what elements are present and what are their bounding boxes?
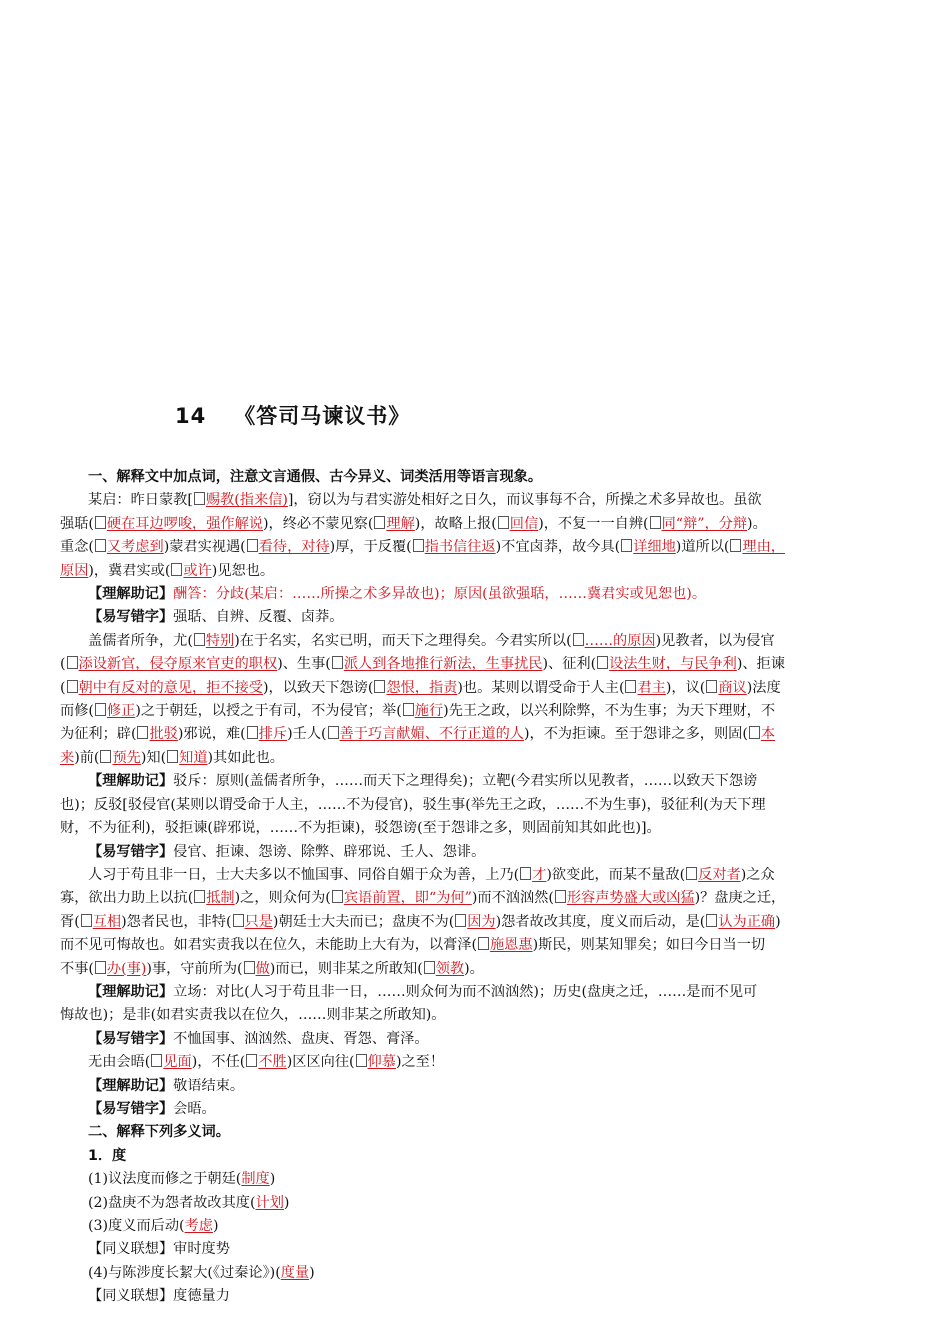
answer-text: 宾语前置，即“为何” <box>343 890 472 907</box>
source-text: )在于名实，名实已明，而天下之理得矣。今君实所以( <box>234 632 572 649</box>
answer-text: 才 <box>532 866 547 883</box>
source-text: ) <box>775 913 781 930</box>
source-text: 不事( <box>60 960 94 977</box>
source-text: )之于朝廷，以授之于有司，不为侵官；举( <box>135 703 402 720</box>
answer-text: 不胜 <box>258 1054 287 1071</box>
placeholder-box-icon <box>413 539 424 552</box>
paragraph-3 <box>60 864 893 981</box>
synonym-association-2: 【同义联想】度德量力 <box>88 1288 230 1305</box>
source-text: )怨者民也，非特( <box>121 913 232 930</box>
polysemy-item-3: (3)度义而后动(考虑) <box>88 1218 219 1234</box>
text-line <box>60 489 893 512</box>
placeholder-box-icon <box>95 516 106 529</box>
placeholder-box-icon <box>151 1054 162 1067</box>
placeholder-box-icon <box>520 867 531 880</box>
placeholder-box-icon <box>650 516 661 529</box>
lesson-number: 14 <box>175 404 207 428</box>
source-text: ]，窃以为与君实游处相好之日久，而议事每不合，所操之术多异故也。虽欲 <box>287 492 762 509</box>
text-line <box>60 700 893 723</box>
placeholder-box-icon <box>233 914 244 927</box>
source-text: )而已，则非某之所敢知( <box>269 960 423 977</box>
error-chars-1: 【易写错字】强聒、自辨、反覆、卤莽。 <box>88 609 344 626</box>
placeholder-box-icon <box>573 633 584 646</box>
error-chars-4: 【易写错字】会晤。 <box>88 1100 216 1117</box>
source-text: )厚，于反覆( <box>329 539 412 556</box>
placeholder-box-icon <box>332 656 343 669</box>
synonym-association-1: 【同义联想】审时度势 <box>88 1241 230 1258</box>
text-line <box>60 536 893 559</box>
answer-text: 施恩惠 <box>489 937 533 954</box>
answer-text: 理由， <box>742 539 785 556</box>
placeholder-box-icon <box>621 539 632 552</box>
placeholder-box-icon <box>625 680 636 693</box>
placeholder-box-icon <box>167 750 178 763</box>
answer-text: 见面 <box>163 1054 192 1071</box>
source-text: ( <box>60 656 66 673</box>
placeholder-box-icon <box>374 680 385 693</box>
placeholder-box-icon <box>95 703 106 716</box>
page-title <box>175 400 410 430</box>
placeholder-box-icon <box>403 703 414 716</box>
answer-text: 领教 <box>435 960 465 977</box>
placeholder-box-icon <box>555 890 566 903</box>
placeholder-box-icon <box>706 914 717 927</box>
source-text: 无由会晤( <box>88 1054 151 1071</box>
placeholder-box-icon <box>706 680 717 693</box>
source-text: )，以致天下怨谤( <box>263 679 374 696</box>
source-text: )壬人( <box>287 726 327 743</box>
text-line <box>60 723 893 746</box>
source-text: )知( <box>140 749 167 766</box>
answer-text: 同“辩”，分辩 <box>661 515 748 532</box>
section-2-heading: 二、解释下列多义词。 <box>88 1124 230 1141</box>
source-text: )之，则众何为( <box>234 890 331 907</box>
note-4: 【理解助记】敬语结束。 <box>88 1077 245 1094</box>
answer-text: 形容声势盛大或凶猛 <box>566 890 695 907</box>
answer-text: 本 <box>760 726 776 743</box>
source-text: )，冀君实或( <box>88 562 171 579</box>
document-body <box>60 466 893 1309</box>
source-text: )、拒谏 <box>736 656 785 673</box>
answer-text: 知道 <box>179 749 208 766</box>
answer-text: 互相 <box>92 913 122 930</box>
source-text: )，不为拒谏。至于怨诽之多，则固( <box>524 726 748 743</box>
polysemy-word: 1．度 <box>88 1147 127 1164</box>
error-chars-3: 【易写错字】不恤国事、汹汹然、盘庚、胥怨、膏泽。 <box>88 1030 429 1047</box>
placeholder-box-icon <box>332 890 343 903</box>
placeholder-box-icon <box>95 539 106 552</box>
placeholder-box-icon <box>424 961 435 974</box>
polysemy-item-4: (4)与陈涉度长絜大(《过秦论》)(度量) <box>88 1264 315 1281</box>
source-text: )。 <box>747 515 767 532</box>
answer-text: 原因 <box>60 562 89 579</box>
placeholder-box-icon <box>194 890 205 903</box>
source-text: )、生事( <box>277 656 331 673</box>
answer-text: 只是 <box>244 913 273 930</box>
placeholder-box-icon <box>730 539 741 552</box>
source-text: )邪说，难( <box>177 726 246 743</box>
source-text: )也。某则以谓受命于人主( <box>457 679 625 696</box>
placeholder-box-icon <box>749 726 760 739</box>
source-text: )见恕也。 <box>211 562 275 579</box>
answer-text: 指书信往返 <box>424 539 496 556</box>
placeholder-box-icon <box>194 492 205 505</box>
text-line <box>60 864 893 887</box>
source-text: 重念( <box>60 539 94 556</box>
placeholder-box-icon <box>478 937 489 950</box>
source-text: )不宜卤莽，故今具( <box>495 539 621 556</box>
answer-text: 修正 <box>106 703 136 720</box>
source-text: )，不复一一自辨( <box>538 515 649 532</box>
answer-text: 做 <box>255 960 270 977</box>
text-line <box>60 1051 893 1074</box>
source-text: )之至！ <box>395 1054 445 1071</box>
answer-text: 又考虑到 <box>106 539 164 556</box>
answer-text: 设法生财，与民争利 <box>609 656 737 673</box>
placeholder-box-icon <box>81 914 92 927</box>
source-text: )、征利( <box>542 656 597 673</box>
answer-text: 施行 <box>414 703 444 720</box>
text-line <box>60 560 893 583</box>
answer-text: 硬在耳边啰唆，强作解说 <box>106 515 263 532</box>
text-line <box>60 677 893 700</box>
source-text: )，不任( <box>191 1054 246 1071</box>
source-text: )法度 <box>746 679 781 696</box>
placeholder-box-icon <box>498 516 509 529</box>
source-text: )。 <box>464 960 484 977</box>
answer-text: 详细地 <box>633 539 676 556</box>
answer-text: 办(事) <box>106 960 147 977</box>
placeholder-box-icon <box>95 961 106 974</box>
note-2-line-3: 财，不为征利)，驳拒谏(辟邪说，……不为拒谏)，驳怨谤(至于怨诽之多，则固前知其如此也)]。 <box>60 820 661 837</box>
source-text: 盖儒者所争，尤( <box>88 632 193 649</box>
source-text: )之众 <box>740 866 775 883</box>
source-text: )区区向往( <box>286 1054 355 1071</box>
answer-text: 因为 <box>467 913 496 930</box>
text-line <box>60 513 893 536</box>
source-text: 人习于苟且非一日，士大夫多以不恤国事、同俗自媚于众为善，上乃( <box>88 866 520 883</box>
text-line <box>60 934 893 957</box>
source-text: )怨者故改其度，度义而后动，是( <box>495 913 706 930</box>
placeholder-box-icon <box>247 726 258 739</box>
answer-text: 赐教(指来信) <box>205 492 288 509</box>
placeholder-box-icon <box>67 656 78 669</box>
answer-text: 朝中有反对的意见，拒不接受 <box>78 679 263 696</box>
source-text: )朝廷士大夫而已；盘庚不为( <box>272 913 455 930</box>
source-text: ( <box>60 679 66 696</box>
source-text: )见教者，以为侵官 <box>655 632 775 649</box>
answer-text: 回信 <box>509 515 539 532</box>
section-1-heading: 一、解释文中加点词，注意文言通假、古今异义、词类活用等语言现象。 <box>88 469 543 485</box>
answer-text: 批驳 <box>149 726 178 743</box>
answer-text: 派人到各地推行新法，生事扰民 <box>343 656 543 673</box>
answer-text: 君主 <box>637 679 666 696</box>
answer-text: 添设新官，侵夺原来官吏的职权 <box>78 656 278 673</box>
source-text: 强聒( <box>60 515 94 532</box>
paragraph-4 <box>60 1051 893 1074</box>
note-1: 【理解助记】酬答：分歧(某启：……所操之术多异故也)；原因(虽欲强聒，……冀君实或见恕也)。 <box>88 586 707 603</box>
source-text: 寡，欲出力助上以抗( <box>60 890 194 907</box>
answer-text: 或许 <box>183 562 212 579</box>
answer-text: 预先 <box>112 749 141 766</box>
polysemy-item-1: (1)议法度而修之于朝廷(制度) <box>88 1171 276 1188</box>
note-2-line-1: 【理解助记】驳斥：原则(盖儒者所争，……而天下之理得矣)；立靶(今君实所以见教者，……以致天下怨谤 <box>88 773 758 790</box>
answer-text: 商议 <box>718 679 747 696</box>
answer-text: 理解 <box>386 515 415 532</box>
placeholder-box-icon <box>244 961 255 974</box>
placeholder-box-icon <box>328 726 339 739</box>
text-line <box>60 653 893 676</box>
source-text: )其如此也。 <box>207 749 284 766</box>
answer-text: 反对者 <box>698 866 741 883</box>
source-text: 而不见可悔故也。如君实责我以在位久，未能助上大有为，以膏泽( <box>60 937 477 954</box>
placeholder-box-icon <box>374 516 385 529</box>
answer-text: ……的原因 <box>584 632 656 649</box>
placeholder-box-icon <box>247 539 258 552</box>
placeholder-box-icon <box>137 726 148 739</box>
polysemy-item-2: (2)盘庚不为怨者故改其度(计划) <box>88 1194 290 1211</box>
source-text: )欲变此，而某不量敌( <box>546 866 686 883</box>
placeholder-box-icon <box>67 680 78 693</box>
source-text: 某启：昨日蒙教[ <box>88 492 193 509</box>
note-2-line-2: 也)；反驳[驳侵官(某则以谓受命于人主，……不为侵官)，驳生事(举先王之政，……不为生事)，驳征利(为天下理 <box>60 796 766 813</box>
source-text: )事，守前所为( <box>146 960 243 977</box>
source-text: )而不汹汹然( <box>471 890 554 907</box>
answer-text: 特别 <box>205 632 235 649</box>
placeholder-box-icon <box>194 633 205 646</box>
placeholder-box-icon <box>455 914 466 927</box>
answer-text: 认为正确 <box>718 913 776 930</box>
placeholder-box-icon <box>356 1054 367 1067</box>
answer-text: 仰慕 <box>367 1054 396 1071</box>
source-text: )，终必不蒙见察( <box>263 515 374 532</box>
text-line <box>60 958 893 981</box>
paragraph-1 <box>60 489 893 583</box>
source-text: )道所以( <box>675 539 730 556</box>
answer-text: 排斥 <box>258 726 288 743</box>
answer-text: 善于巧言献媚、不行正道的人 <box>339 726 524 743</box>
source-text: 而修( <box>60 703 94 720</box>
source-text: )先王之政，以兴利除弊，不为生事；为天下理财，不 <box>443 703 776 720</box>
answer-text: 看待，对待 <box>258 539 330 556</box>
source-text: )前( <box>74 749 100 766</box>
source-text: )，议( <box>665 679 706 696</box>
source-text: )蒙君实视遇( <box>163 539 246 556</box>
answer-text: 怨恨，指责 <box>386 679 458 696</box>
text-line <box>60 747 893 770</box>
answer-text: 抵制 <box>206 890 235 907</box>
placeholder-box-icon <box>686 867 697 880</box>
text-line <box>60 887 893 910</box>
source-text: 胥( <box>60 913 80 930</box>
error-chars-2: 【易写错字】侵官、拒谏、怨谤、除弊、辟邪说、壬人、怨诽。 <box>88 843 486 860</box>
text-line <box>60 911 893 934</box>
note-3-line-2: 悔故也)；是非(如君实责我以在位久，……则非某之所敢知)。 <box>60 1007 446 1024</box>
placeholder-box-icon <box>597 656 608 669</box>
source-text: )斯民，则某知罪矣；如曰今日当一切 <box>532 937 766 954</box>
note-3-line-1: 【理解助记】立场：对比(人习于苟且非一日，……则众何为而不汹汹然)；历史(盘庚之迁，……是而不见可 <box>88 983 758 1000</box>
placeholder-box-icon <box>171 563 182 576</box>
placeholder-box-icon <box>246 1054 257 1067</box>
placeholder-box-icon <box>100 750 111 763</box>
source-text: )，故略上报( <box>414 515 497 532</box>
text-line <box>60 630 893 653</box>
source-text: 为征利；辟( <box>60 726 137 743</box>
paragraph-2 <box>60 630 893 770</box>
lesson-title: 《答司马谏议书》 <box>234 404 411 428</box>
source-text: )？盘庚之迁， <box>694 890 786 907</box>
answer-text: 来 <box>60 749 75 766</box>
